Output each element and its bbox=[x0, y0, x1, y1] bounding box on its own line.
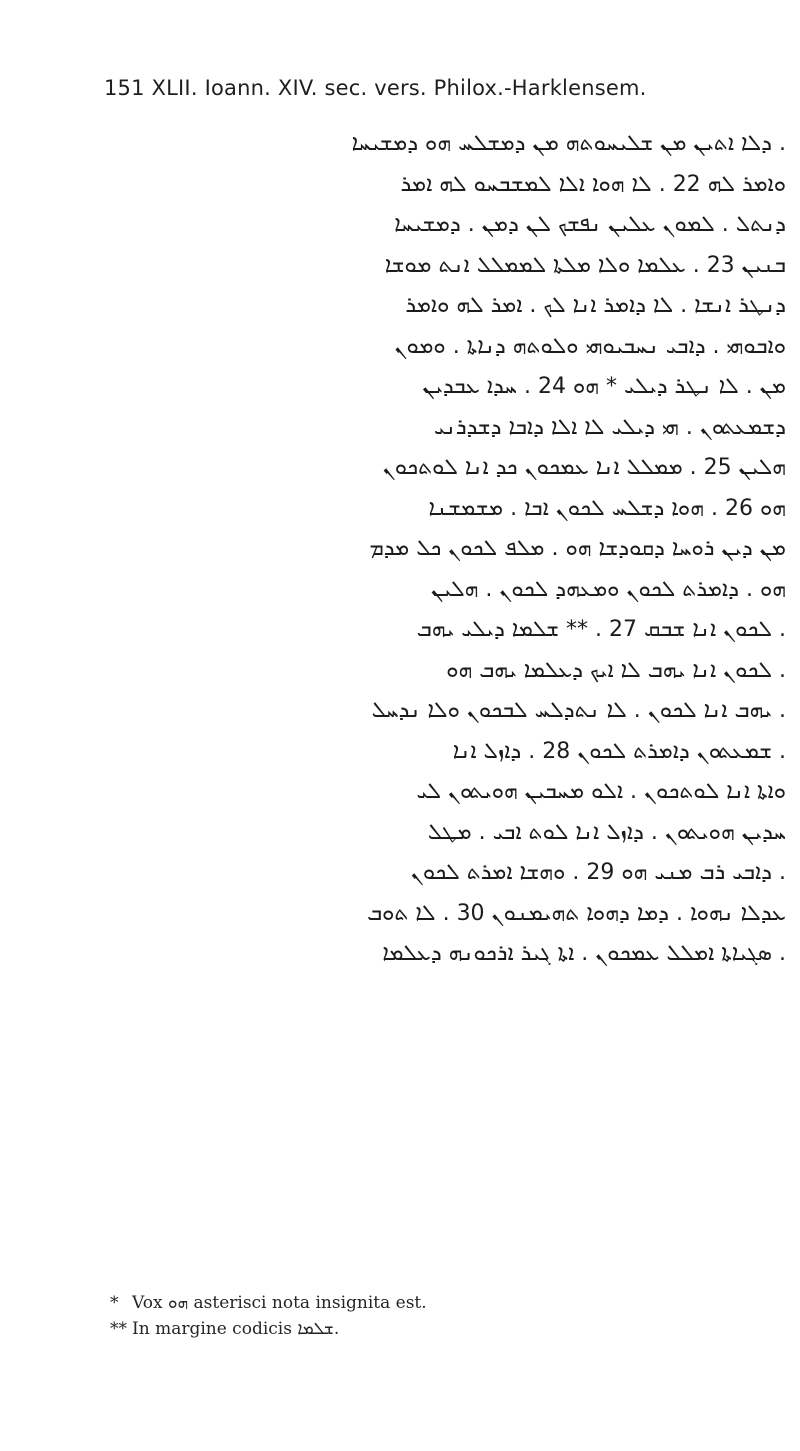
text-line: ܡܢ ܕܝܢ ܪܘܚܐ ܕܩܘܕܫܐ ܗܘ . ܡܠܦ ܠܟܘܢ ܟܠ ܡܕܡ bbox=[369, 536, 786, 561]
text-line: ܕܢܬܠ . ܠܡܘܢ ܥܠܝܢ ܢܦܫܟ ܠܢ ܕܡܢ . ܕܡܫܝܚܐ bbox=[394, 212, 786, 237]
text-line: . ܠܟܘܢ ܐܢܐ ܫܒܩ 27 . ** ܫܠܡܐ ܕܝܠܝ ܝܗܒ bbox=[416, 617, 786, 642]
text-line: . ܣܓܝܐܬܐ ܐܡܠܠ ܥܡܟܘܢ . ܐܬܐ ܓܝܪ ܐܪܟܘܢܗ ܕܥܠܡܐ bbox=[382, 941, 786, 966]
footnotes bbox=[110, 1290, 780, 1342]
text-line: ܗܠܝܢ 25 . ܡܡܠܠ ܐܢܐ ܥܡܟܘܢ ܟܕ ܐܢܐ ܠܘܬܟܘܢ bbox=[382, 455, 786, 480]
text-line: . ܕܐܒܝ ܪܒ ܡܢܝ ܗܘ 29 . ܘܗܫܐ ܐܡܪܬ ܠܟܘܢ bbox=[410, 860, 786, 885]
text-line: ܥܕܠܐ ܢܗܘܐ . ܕܡܐ ܕܗܘܐ ܬܗܝܡܢܘܢ 30 . ܠܐ ܬܘܒ bbox=[367, 900, 786, 926]
footnote-text: Vox ܗܘ asterisci nota insignita est. bbox=[132, 1293, 427, 1313]
text-line: ܒܢܝܢ 23 . ܥܠܡܐ ܘܠܐ ܡܠܬܐ ܠܡܡܠܠ ܐܢܬ ܡܘܫܐ bbox=[384, 252, 786, 278]
footnote bbox=[110, 1316, 780, 1342]
text-line: ܘܐܒܘܗܝ . ܕܐܒܝ ܢܚܒܝܘܗܝ ܘܠܘܬܗ ܕܢܐܬܐ . ܘܡܘܢ bbox=[394, 333, 786, 359]
text-line: ܕܫܡܥܬܘܢ . ܗܝ ܕܝܠܝ ܠܐ ܐܠܐ ܕܐܒܐ ܕܫܕܪܢܝ bbox=[433, 414, 786, 440]
footnote bbox=[110, 1290, 780, 1316]
footnote-mark: * bbox=[110, 1293, 119, 1313]
text-line: . ܠܟܘܢ ܐܢܐ ܝܗܒ ܠܐ ܐܝܟ ܕܥܠܡܐ ܝܗܒ ܗܘ bbox=[446, 657, 786, 683]
text-line: ܚܕܝܢ ܗܘܝܬܘܢ . ܕܐܙܠ ܐܢܐ ܠܘܬ ܐܒܝ . ܡܛܠ bbox=[427, 819, 786, 845]
page-header: 151 XLII. Ioann. XIV. sec. vers. Philox.-Harklensem. bbox=[104, 76, 647, 100]
text-line: ܘܐܬܐ ܐܢܐ ܠܘܬܟܘܢ . ܐܠܘ ܡܚܒܝܢ ܗܘܝܬܘܢ ܠܝ bbox=[416, 779, 786, 804]
footnote-mark: ** bbox=[110, 1319, 127, 1339]
syriac-text-block bbox=[104, 124, 786, 975]
text-line: ܗܘ 26 . ܗܘܐ ܕܫܠܚ ܠܟܘܢ ܐܒܐ . ܡܫܡܫܢܐ bbox=[428, 495, 786, 521]
text-line: . ܕܠܐ ܐܬܝܢ ܡܢ ܫܠܝܚܘܬܗ ܡܢ ܕܡܫܠܚ ܗܘ ܕܡܫܝܚܐ bbox=[351, 131, 786, 156]
text-line: ܡܢ . ܠܐ ܢܛܪ ܕܝܠܝ * ܗܘ 24 . ܚܕܐ ܥܒܕܝܢ bbox=[422, 374, 786, 399]
text-line: . ܝܗܒ ܐܢܐ ܠܟܘܢ . ܠܐ ܢܬܕܠܚ ܠܒܟܘܢ ܘܠܐ ܢܕܚܠ bbox=[371, 698, 786, 723]
text-line: ܗܘ . ܕܐܡܪܬ ܠܟܘܢ ܘܡܥܗܕ ܠܟܘܢ . ܗܠܝܢ bbox=[431, 576, 786, 602]
footnote-text: In margine codicis ܫܠܡܐ. bbox=[132, 1319, 340, 1339]
text-line: ܘܐܡܪ ܠܗ 22 . ܠܐ ܗܘܐ ܐܠܐ ܠܡܫܒܚܘ ܠܗ ܐܡܪ bbox=[400, 171, 786, 197]
text-line: . ܫܡܥܬܘܢ ܕܐܡܪܬ ܠܟܘܢ 28 . ܕܐܙܠ ܐܢܐ bbox=[452, 738, 786, 764]
text-line: ܕܢܛܪ ܐܢܫܐ . ܠܐ ܕܐܡܪ ܐܢܐ ܠܟ . ܐܡܪ ܠܗ ܘܐܡܪ bbox=[405, 293, 786, 318]
